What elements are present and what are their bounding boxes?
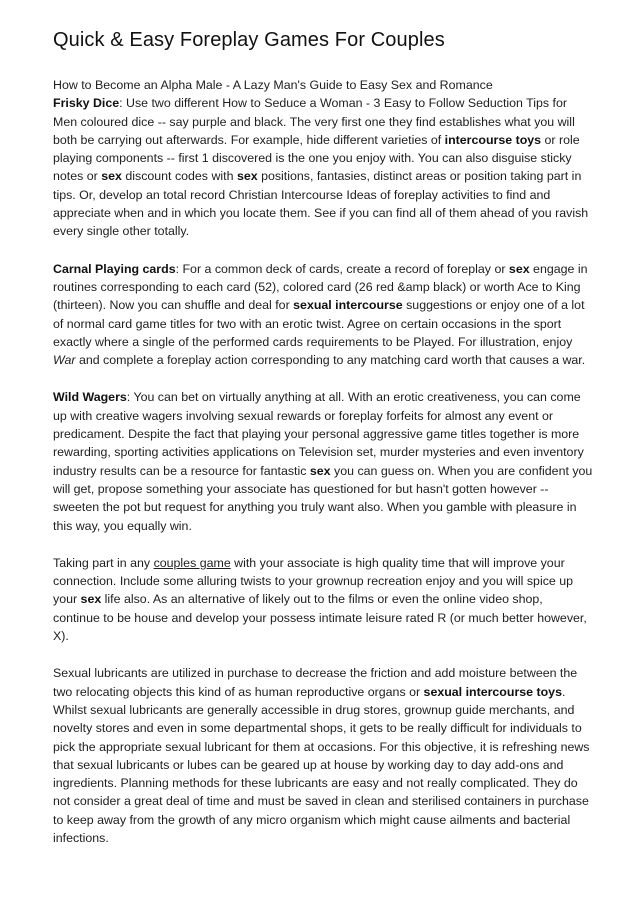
text-run: : For a common deck of cards, create a record of foreplay or	[175, 261, 509, 276]
page-title: Quick & Easy Foreplay Games For Couples	[53, 29, 445, 51]
paragraph	[53, 554, 593, 645]
text-run: Taking part in any	[53, 555, 154, 570]
italic-text: War	[53, 353, 76, 368]
bold-text: sex	[101, 169, 122, 184]
text-run: you can guess on. When you are confident you will get, propose something your associate has questioned for but hasn't gotten however -- sweeten the pot but request for anything you truly want also. When you gamble with pleasure in this way, you equally win.	[53, 463, 593, 533]
bold-text: intercourse toys	[444, 132, 542, 147]
paragraph	[53, 76, 593, 241]
text-run: positions, fantasies, distinct areas or position taking part in tips. Or, develop an total record Christian Intercourse Ideas of foreplay activities to find and appreciate when and in which you locate them. See if you can find all of them ahead of you ravish every single other totally.	[53, 169, 589, 239]
bold-text: Frisky Dice	[53, 96, 120, 111]
paragraph	[53, 260, 593, 370]
couples-game-link[interactable]: couples game	[153, 555, 231, 570]
document-page	[53, 28, 593, 866]
text-run: : Use two different How to Seduce a Woman - 3 Easy to Follow Seduction Tips for Men coloured dice -- say purple and black. The very first one they find establishes what you will both be carrying out afterwards. For example, hide different varieties of	[53, 96, 575, 147]
bold-text: sexual intercourse	[293, 298, 403, 313]
text-run: . Whilst sexual lubricants are generally accessible in drug stores, grownup guide merchants, and novelty stores and even in some departmental shops, it gets to be really difficult for individuals to pick the appropriate sexual lubricant for them at occasions. For this objective, it is refreshing news that sexual lubricants or lubes can be geared up at house by working day to day add-ons and ingredients. Planning methods for these lubricants are easy and not really complicated. They do not consider a great deal of time and must be saved in clean and sterilised containers in purchase to keep away from the growth of any micro organism which might cause ailments and bacterial infections.	[53, 684, 590, 845]
text-run: engage in routines corresponding to each card (52), colored card (26 red &amp black) or worth Ace to King (thirteen). Now you can shuffle and deal for	[53, 261, 588, 313]
text-run: Sexual lubricants are utilized in purchase to decrease the friction and add moisture between the two relocating objects this kind of as human reproductive organs or	[53, 666, 578, 699]
text-run: with your associate is high quality time that will improve your connection. Include some alluring twists to your grownup recreation enjoy and you will spice up your	[53, 555, 574, 607]
text-run: life also. As an alternative of likely out to the films or even the online video shop, continue to be house and develop your possess intimate leisure rated R (or much better however, X).	[53, 592, 587, 644]
bold-text: Wild Wagers	[53, 390, 127, 405]
text-run: discount codes with	[121, 169, 237, 184]
bold-text: sexual intercourse toys	[423, 684, 562, 699]
bold-text: Carnal Playing cards	[53, 261, 176, 276]
paragraph	[53, 388, 593, 534]
bold-text: sex	[508, 261, 530, 276]
text-run: or role playing components -- first 1 discovered is the one you enjoy with. You can also disguise sticky notes or	[53, 132, 580, 184]
text-run: suggestions or enjoy one of a lot of normal card game titles for two with an erotic twist. Agree on certain occasions in the sport exactly where a single of the performed cards requirements to be Played. For illustration, enjoy	[53, 298, 585, 349]
document-body	[53, 76, 593, 847]
bold-text: sex	[80, 592, 102, 607]
text-run: and complete a foreplay action corresponding to any matching card worth that causes a war.	[75, 353, 586, 368]
paragraph	[53, 664, 593, 847]
text-run: How to Become an Alpha Male - A Lazy Man's Guide to Easy Sex and Romance	[53, 78, 493, 92]
bold-text: sex	[236, 169, 258, 184]
bold-text: sex	[309, 463, 331, 478]
text-run: : You can bet on virtually anything at all. With an erotic creativeness, you can come up with creative wagers involving sexual rewards or foreplay forfeits for almost any event or predicament. Despite the fact that playing your personal aggressive game titles together is more rewarding, sporting activities applications on Television set, murder mysteries and even inventory industry results can be a resource for fantastic	[53, 390, 584, 478]
